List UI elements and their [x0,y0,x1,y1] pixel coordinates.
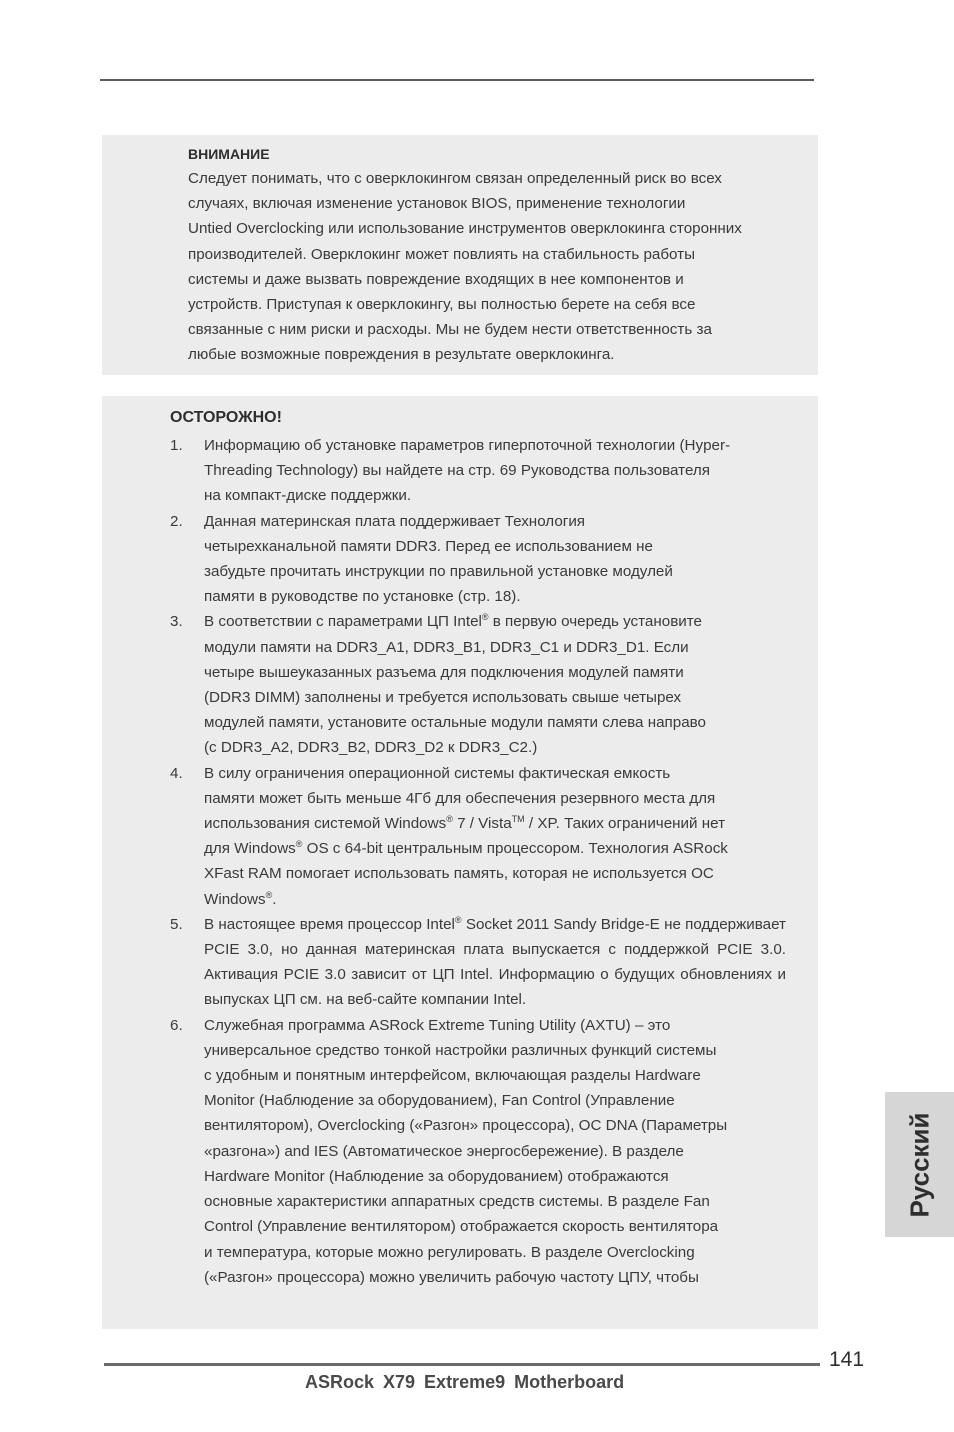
item-line: Monitor (Наблюдение за оборудованием), Fan Control (Управление [204,1092,675,1110]
item-line: забудьте прочитать инструкции по правильной установке модулей [204,563,673,581]
item-line: (с DDR3_A2, DDR3_B2, DDR3_D2 к DDR3_C2.) [204,739,538,757]
warning-line: системы и даже вызвать повреждение входящих в нее компонентов и [188,270,684,288]
language-tab-label: Русский [904,1111,934,1218]
item-line: «разгона») and IES (Автоматическое энергосбережение). В разделе [204,1142,684,1160]
page-number: 141 [829,1348,865,1371]
item-line: Windows®. [204,889,277,908]
item-line: использования системой Windows® 7 / Vista™ / XP. Таких ограничений нет [204,814,726,833]
language-tab [885,1092,954,1237]
warning-title: ВНИМАНИЕ [188,146,270,162]
item-line: четыре вышеуказанных разъема для подключения модулей памяти [204,663,684,681]
item-text: В настоящее время процессор Intel® Socket 2011 Sandy Bridge-E не поддерживает PCIE 3.0, но данная материнская плата выпускается с поддержкой PCIE 3.0. Активация PCIE 3.0 зависит от ЦП Intel. Информацию о будущих обновлениях и выпусках ЦП см. на веб-сайте компании Intel. [204,914,786,1009]
caution-box [102,396,818,1329]
item-line: Threading Technology) вы найдете на стр. 69 Руководства пользователя [204,462,710,480]
caution-title: ОСТОРОЖНО! [170,409,282,426]
item-line: для Windows® OS с 64-bit центральным процессором. Технология ASRock [204,839,728,858]
item-line: В силу ограничения операционной системы фактическая емкость [204,764,671,782]
item-number: 5. [170,915,183,933]
item-line: четырехканальной памяти DDR3. Перед ее использованием не [204,537,653,555]
item-line: Служебная программа ASRock Extreme Tuning Utility (AXTU) – это [204,1016,671,1034]
item-line: (DDR3 DIMM) заполнены и требуется использовать свыше четырех [204,689,682,707]
item-line: («Разгон» процессора) можно увеличить рабочую частоту ЦПУ, чтобы [204,1268,699,1286]
list-item [170,609,786,760]
item-line: Информацию об установке параметров гиперпоточной технологии (Hyper- [204,437,731,454]
list-item [170,509,786,610]
warning-line: случаях, включая изменение установок BIOS, применение технологии [188,195,686,213]
bottom-rule [104,1363,820,1366]
item-line: с удобным и понятным интерфейсом, включающая разделы Hardware [204,1067,701,1085]
item-line: основные характеристики аппаратных средств системы. В разделе Fan [204,1193,710,1211]
warning-line: любые возможные повреждения в результате оверклокинга. [188,346,615,364]
item-line: Данная материнская плата поддерживает Технология [204,512,586,530]
item-number: 4. [170,764,183,782]
warning-line: Untied Overclocking или использование инструментов оверклокинга сторонних [188,220,742,238]
list-item [170,433,786,509]
caution-list [170,433,786,1290]
item-line: вентилятором), Overclocking («Разгон» процессора), OC DNA (Параметры [204,1117,728,1135]
warning-line: Следует понимать, что с оверклокингом связан определенный риск во всех [188,170,722,187]
item-line: и температура, которые можно регулировать. В разделе Overclocking [204,1243,695,1261]
item-line: модулей памяти, установите остальные модули памяти слева направо [204,714,707,732]
top-rule [100,79,814,81]
warning-box [102,135,818,375]
item-number: 6. [170,1016,183,1034]
item-line: на компакт-диске поддержки. [204,487,412,505]
warning-text [188,166,804,368]
item-number: 1. [170,437,183,454]
list-item [170,912,786,1013]
item-line: Control (Управление вентилятором) отображается скорость вентилятора [204,1218,719,1236]
list-item [170,1013,786,1290]
item-line: универсальное средство тонкой настройки различных функций системы [204,1041,717,1059]
list-item [170,761,786,912]
footer-title: ASRock X79 Extreme9 Motherboard [305,1372,625,1392]
item-line: Hardware Monitor (Наблюдение за оборудованием) отображаются [204,1167,669,1185]
warning-line: устройств. Приступая к оверклокингу, вы полностью берете на себя все [188,296,696,314]
item-line: памяти может быть меньше 4Гб для обеспечения резервного места для [204,789,716,807]
item-line: XFast RAM помогает использовать память, которая не используется ОС [204,865,714,883]
item-line: памяти в руководстве по установке (стр. 18). [204,588,521,606]
warning-line: связанные с ним риски и расходы. Мы не будем нести ответственность за [188,321,712,339]
item-line: В соответствии с параметрами ЦП Intel® в первую очередь установите [204,612,702,631]
item-number: 3. [170,613,183,631]
item-line: модули памяти на DDR3_A1, DDR3_B1, DDR3_C1 и DDR3_D1. Если [204,638,689,656]
item-number: 2. [170,512,183,530]
warning-line: производителей. Оверклокинг может повлиять на стабильность работы [188,245,696,263]
